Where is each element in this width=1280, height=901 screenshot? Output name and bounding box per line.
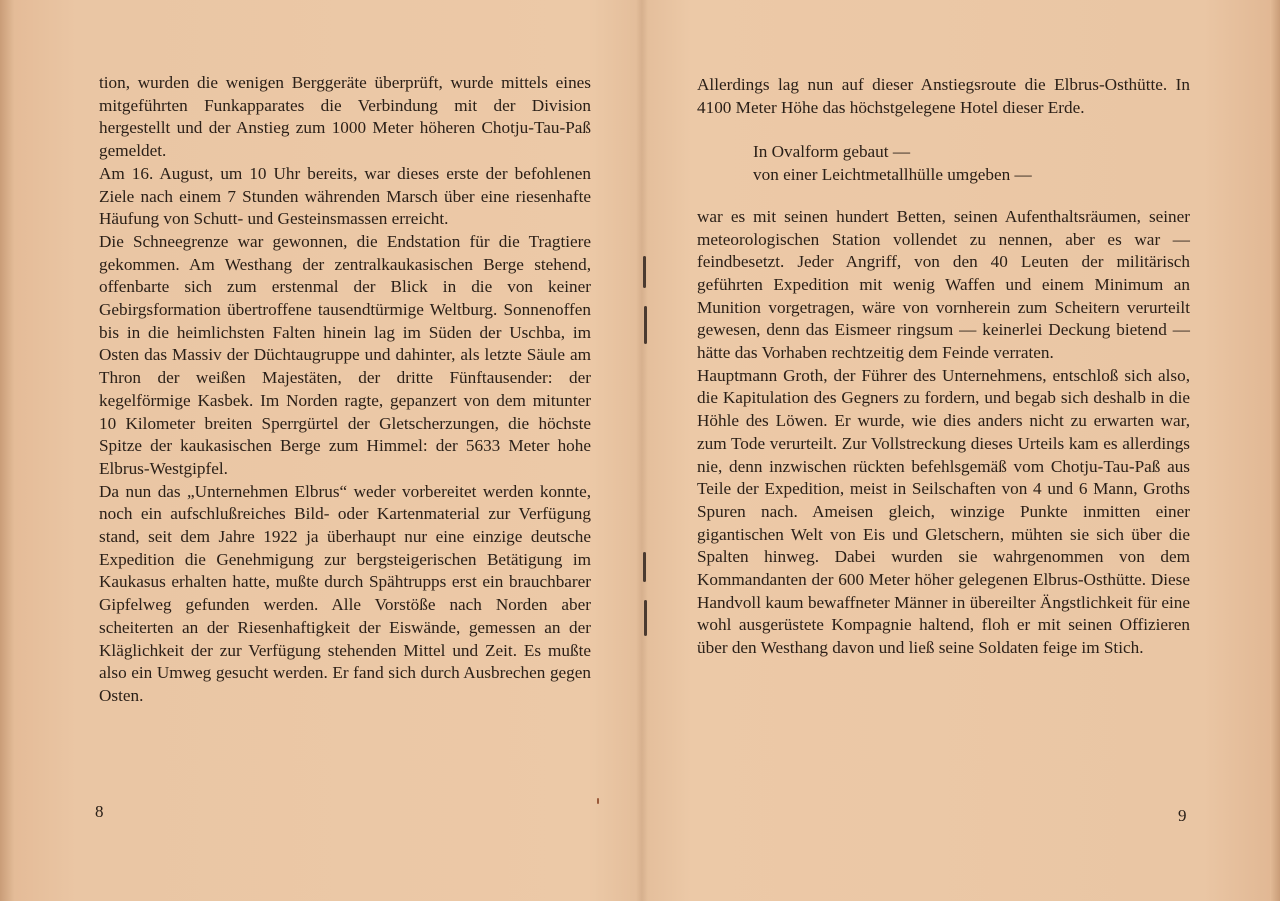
verse-line-2: von einer Leichtmetallhülle umgeben — bbox=[753, 165, 1032, 185]
left-paragraph-3: Die Schneegrenze war gewonnen, die Endstation für die Tragtiere gekommen. Am Westhang der zentralkaukasischen Berge stehend, offenbarte sich zum erstenmal der Blick in die von keiner Gebirgsformation übertroffene tausendtürmige Weltburg. Sonnenoffen bis in die heimlichsten Falten hinein lag im Süden der Uschba, im Osten das Massiv der Düchtaugruppe und dahinter, als letzte Säule am Thron der weißen Majestäten, der dritte Fünftausender: der kegelförmige Kasbek. Im Norden ragte, gepanzert von dem mitunter 10 Kilometer breiten Sperrgürtel der Gletscherzungen, die höchste Spitze der kaukasischen Berge zum Himmel: der 5633 Meter hohe Elbrus-Westgipfel. bbox=[99, 231, 591, 478]
binding-stitch bbox=[644, 306, 647, 344]
right-paragraph-2: war es mit seinen hundert Betten, seinen Aufenthaltsräumen, seiner meteorologischen Station vollendet zu nennen, aber es war — feindbesetzt. Jeder Angriff, von den 40 Leuten der militärisch geführten Expedition mit wenig Waffen und einem Minimum an Munition vorgetragen, wäre von vornherein zum Scheitern verurteilt gewesen, denn das Eismeer ringsum — keinerlei Deckung bietend — hätte das Vorhaben rechtzeitig dem Feinde verraten. bbox=[697, 206, 1190, 363]
verse-line-1: In Ovalform gebaut — bbox=[753, 142, 911, 162]
left-page-edge bbox=[0, 0, 14, 901]
left-paragraph-1: tion, wurden die wenigen Berggeräte überprüft, wurde mittels eines mitgeführten Funkapparates die Verbindung mit der Division hergestellt und der Anstieg zum 1000 Meter höheren Chotju-Tau-Paß gemeldet. bbox=[99, 73, 591, 161]
paper-speck bbox=[597, 798, 599, 804]
binding-stitch bbox=[643, 256, 646, 288]
binding-stitch bbox=[644, 600, 647, 636]
left-paragraph-2: Am 16. August, um 10 Uhr bereits, war dieses erste der befohlenen Ziele nach einem 7 Stunden währenden Marsch über eine riesenhafte Häufung von Schutt- und Gesteinsmassen erreicht. bbox=[99, 163, 591, 229]
binding-stitch bbox=[643, 552, 646, 582]
left-paragraph-4: Da nun das „Unternehmen Elbrus“ weder vorbereitet werden konnte, noch ein aufschlußreiches Bild- oder Kartenmaterial zur Verfügung stand, seit dem Jahre 1922 ja überhaupt nur eine einzige deutsche Expedition die Genehmigung zur bergsteigerischen Betätigung im Kaukasus erhalten hatte, mußte durch Spähtrupps erst ein brauchbarer Gipfelweg gefunden werden. Alle Vorstöße nach Norden aber scheiterten an der Riesenhaftigkeit der Eiswände, gemessen an der Kläglichkeit der zur Verfügung stehenden Mittel und Zeit. Es mußte also ein Umweg gesucht werden. Er fand sich durch Ausbrechen gegen Osten. bbox=[99, 481, 591, 705]
right-paragraph-3: Hauptmann Groth, der Führer des Unternehmens, entschloß sich also, die Kapitulation des Gegners zu fordern, und begab sich deshalb in die Höhle des Löwen. Er wurde, wie dies anders nicht zu erwarten war, zum Tode verurteilt. Zur Vollstreckung dieses Urteils kam es allerdings nie, denn inzwischen rückten befehlsgemäß vom Chotju-Tau-Paß aus Teile der Expedition, meist in Seilschaften von 4 und 6 Mann, Groths Spuren nach. Ameisen gleich, winzige Punkte inmitten einer gigantischen Welt von Eis und Gletschern, mühten sie sich über die Spalten hinweg. Dabei wurden sie wahrgenommen von dem Kommandanten der 600 Meter höher gelegenen Elbrus-Osthütte. Diese Handvoll kaum bewaffneter Männer in übereilter Ängstlichkeit für eine wohl ausgerüstete Kompagnie haltend, floh er mit seinen Offizieren über den Westhang davon und ließ seine Soldaten feige im Stich. bbox=[697, 365, 1190, 658]
right-page-edge bbox=[1270, 0, 1280, 901]
right-verse bbox=[753, 141, 1190, 186]
page-number-right: 9 bbox=[1178, 806, 1187, 825]
right-paragraph-1: Allerdings lag nun auf dieser Anstiegsroute die Elbrus-Osthütte. In 4100 Meter Höhe das höchstgelegene Hotel dieser Erde. bbox=[697, 75, 1190, 117]
right-page-body bbox=[697, 74, 1190, 660]
left-page-body bbox=[99, 72, 591, 708]
page-number-left: 8 bbox=[95, 802, 104, 821]
book-gutter bbox=[636, 0, 648, 901]
